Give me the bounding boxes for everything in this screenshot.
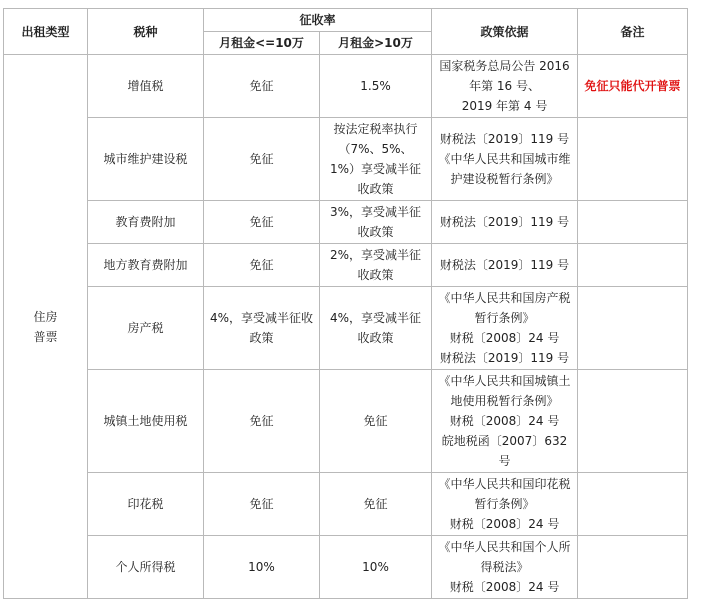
policy-basis-cell — [432, 370, 578, 473]
rate-low-cell — [204, 244, 320, 287]
tax-type-cell: 教育费附加 — [88, 201, 204, 244]
header-collection-rate: 征收率 — [204, 9, 432, 32]
cell-line: 年第 16 号、 — [469, 79, 540, 93]
rate-high-cell — [320, 473, 432, 536]
policy-basis-cell — [432, 55, 578, 118]
cell-line: 2019 年第 4 号 — [461, 99, 548, 113]
rate-low-cell — [204, 473, 320, 536]
cell-line: 财税法〔2019〕119 号 — [439, 132, 570, 146]
cell-line: 《中华人民共和国城镇土 — [438, 374, 571, 388]
remark-cell — [578, 244, 688, 287]
cell-line: 住房 — [33, 309, 58, 324]
cell-line: 政策 — [249, 331, 274, 345]
table-row — [4, 370, 688, 473]
tax-type-cell: 个人所得税 — [88, 536, 204, 599]
tax-policy-table — [3, 8, 688, 599]
rate-high-cell — [320, 118, 432, 201]
cell-line: 收政策 — [357, 225, 394, 239]
policy-basis-cell — [432, 287, 578, 370]
rate-low-cell — [204, 287, 320, 370]
cell-line: 3%，享受减半征 — [329, 205, 422, 219]
cell-line: 4%，享受减半征收 — [209, 311, 314, 325]
cell-line: 收政策 — [357, 331, 394, 345]
rate-low-cell — [204, 55, 320, 118]
cell-line: 《中华人民共和国房产税 — [438, 291, 571, 305]
header-policy-basis: 政策依据 — [432, 9, 578, 55]
header-rate-high: 月租金>10万 — [320, 32, 432, 55]
rate-high-cell — [320, 536, 432, 599]
cell-line: 暂行条例》 — [474, 311, 535, 325]
header-row — [4, 9, 688, 32]
remark-cell — [578, 118, 688, 201]
cell-line: 财税法〔2019〕119 号 — [439, 258, 570, 272]
cell-line: 普票 — [33, 329, 58, 344]
rate-high-cell — [320, 201, 432, 244]
remark-cell — [578, 201, 688, 244]
cell-line: 免征 — [363, 414, 388, 428]
cell-line: 财税〔2008〕24 号 — [449, 580, 560, 594]
cell-line: 收政策 — [357, 182, 394, 196]
rate-high-cell — [320, 244, 432, 287]
tax-type-cell: 城镇土地使用税 — [88, 370, 204, 473]
table-row — [4, 201, 688, 244]
rate-high-cell — [320, 55, 432, 118]
cell-line: 免征 — [363, 497, 388, 511]
rate-low-cell — [204, 370, 320, 473]
cell-line: 按法定税率执行 — [333, 122, 418, 136]
cell-line: 免征 — [249, 215, 274, 229]
cell-line: 1.5% — [360, 79, 391, 93]
cell-line: 2%，享受减半征 — [329, 248, 422, 262]
policy-basis-cell — [432, 473, 578, 536]
policy-basis-cell — [432, 244, 578, 287]
policy-basis-cell — [432, 118, 578, 201]
remark-cell — [578, 370, 688, 473]
rate-low-cell — [204, 201, 320, 244]
cell-line: 财税〔2008〕24 号 — [449, 414, 560, 428]
table-row — [4, 473, 688, 536]
rate-low-cell — [204, 536, 320, 599]
cell-line: 财税〔2008〕24 号 — [449, 331, 560, 345]
policy-basis-cell — [432, 201, 578, 244]
cell-line: 得税法》 — [480, 560, 529, 574]
tax-type-cell: 城市维护建设税 — [88, 118, 204, 201]
tax-type-cell: 房产税 — [88, 287, 204, 370]
header-rate-low: 月租金<=10万 — [204, 32, 320, 55]
tax-type-cell: 增值税 — [88, 55, 204, 118]
tax-type-cell: 印花税 — [88, 473, 204, 536]
cell-line: 财税法〔2019〕119 号 — [439, 215, 570, 229]
cell-line: 免征 — [249, 152, 274, 166]
remark-cell: 免征只能代开普票 — [578, 55, 688, 118]
cell-line: 国家税务总局公告 2016 — [439, 59, 570, 73]
cell-line: 皖地税函〔2007〕632 号 — [441, 434, 568, 468]
table-row — [4, 118, 688, 201]
table-row — [4, 287, 688, 370]
rate-high-cell — [320, 287, 432, 370]
table-body — [4, 55, 688, 599]
cell-line: 暂行条例》 — [474, 497, 535, 511]
table-row — [4, 244, 688, 287]
cell-line: 《中华人民共和国个人所 — [438, 540, 571, 554]
rental-type-cell — [4, 55, 88, 599]
policy-basis-cell — [432, 536, 578, 599]
header-remark: 备注 — [578, 9, 688, 55]
header-tax-type: 税种 — [88, 9, 204, 55]
cell-line: 财税〔2008〕24 号 — [449, 517, 560, 531]
cell-line: 《中华人民共和国印花税 — [438, 477, 571, 491]
tax-type-cell: 地方教育费附加 — [88, 244, 204, 287]
cell-line: 免征 — [249, 258, 274, 272]
cell-line: 免征 — [249, 79, 274, 93]
cell-line: 《中华人民共和国城市维 — [438, 152, 571, 166]
cell-line: 10% — [248, 560, 275, 574]
cell-line: （7%、5%、 — [338, 142, 413, 156]
cell-line: 4%，享受减半征 — [329, 311, 422, 325]
rate-high-cell — [320, 370, 432, 473]
cell-line: 地使用税暂行条例》 — [450, 394, 559, 408]
rate-low-cell — [204, 118, 320, 201]
remark-cell — [578, 287, 688, 370]
remark-cell — [578, 536, 688, 599]
remark-cell — [578, 473, 688, 536]
table-row — [4, 55, 688, 118]
cell-line: 免征 — [249, 497, 274, 511]
cell-line: 收政策 — [357, 268, 394, 282]
table-row — [4, 536, 688, 599]
cell-line: 1%）享受减半征 — [329, 162, 422, 176]
cell-line: 财税法〔2019〕119 号 — [439, 351, 570, 365]
cell-line: 免征 — [249, 414, 274, 428]
cell-line: 护建设税暂行条例》 — [450, 172, 559, 186]
header-rental-type: 出租类型 — [4, 9, 88, 55]
cell-line: 10% — [362, 560, 389, 574]
